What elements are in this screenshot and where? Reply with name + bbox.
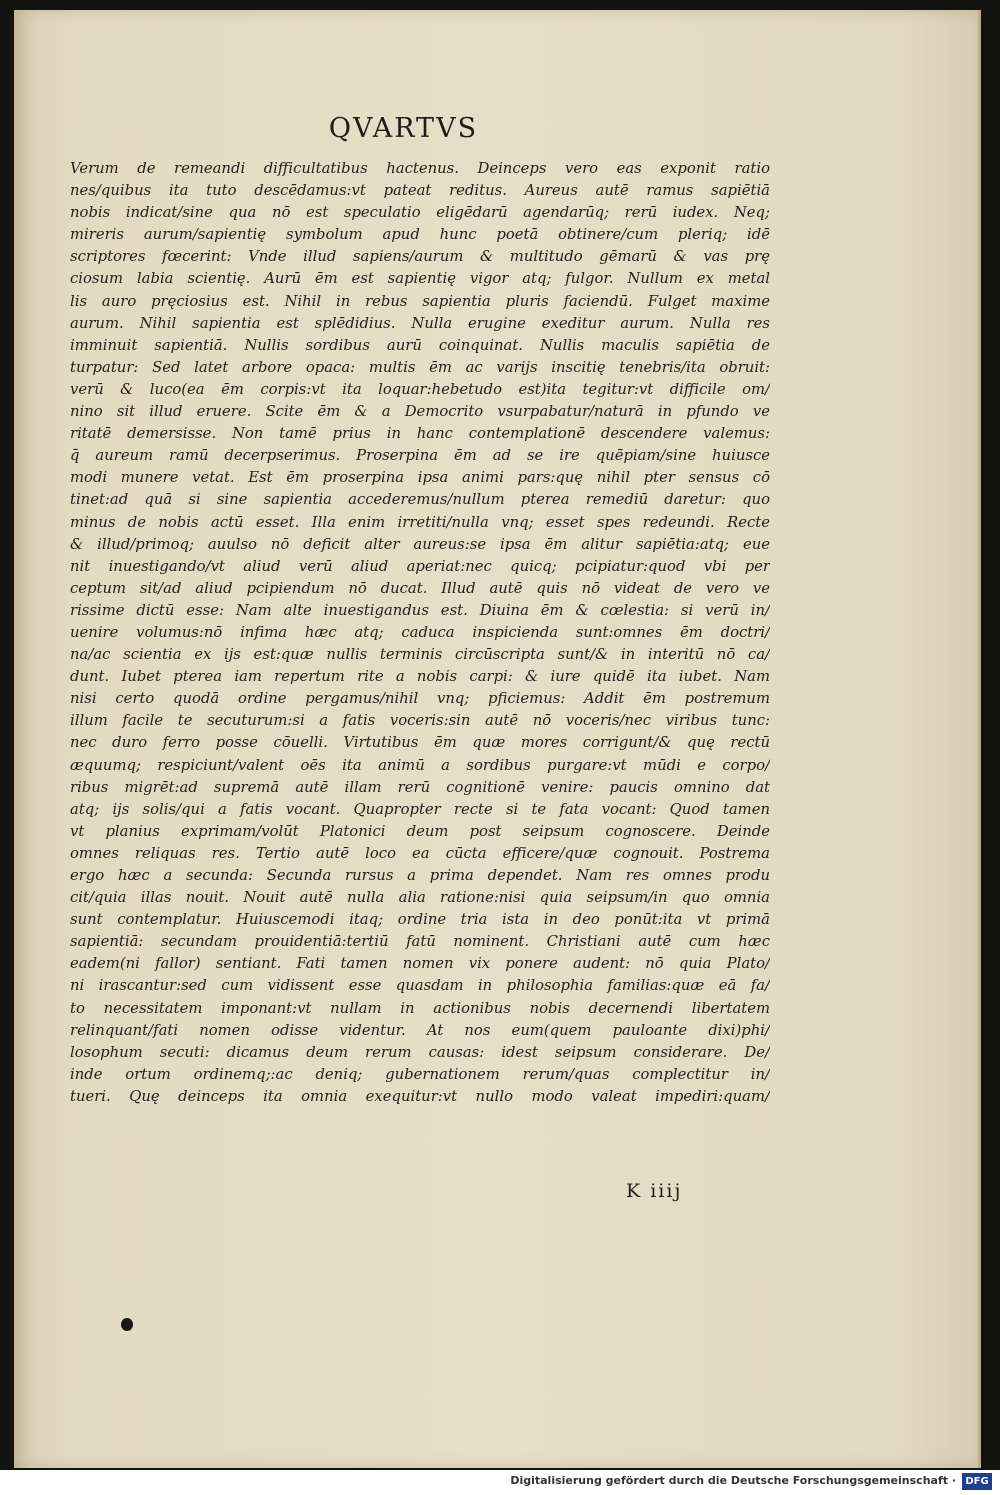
footer-bar: [0, 1470, 1000, 1495]
text-line: cit/quia illas nouit. Nouit autē nulla alia ratione:nisi quia seipsum/in quo omnia: [70, 889, 770, 907]
text-line: dunt. Iubet pterea iam repertum rite a nobis carpi: & iure quidē ita iubet. Nam: [70, 668, 770, 686]
running-head: QVARTVS: [328, 113, 479, 144]
text-line: ritatē demersisse. Non tamē prius in hanc contemplationē descendere valemus:: [70, 425, 770, 443]
ink-spot: [121, 1318, 133, 1331]
text-line: sapientiā: secundam prouidentiā:tertiū fatū nominent. Christiani autē cum hæc: [70, 933, 770, 951]
text-line: & illud/primoq; auulso nō deficit alter aureus:se ipsa ēm alitur sapiētia:atq; eue: [70, 535, 770, 553]
text-line: rissime dictū esse: Nam alte inuestigandus est. Diuina ēm & cœlestia: si verū in/: [70, 601, 770, 619]
text-line: nino sit illud eruere. Scite ēm & a Democrito vsurpabatur/naturā in pfundo ve: [70, 403, 770, 421]
text-line: tueri. Quę deinceps ita omnia exequitur:vt nullo modo valeat impediri:quam/: [70, 1087, 770, 1105]
text-line: eadem(ni fallor) sentiant. Fati tamen nomen vix ponere audent: nō quia Plato/: [70, 955, 770, 973]
text-line: turpatur: Sed latet arbore opaca: multis ēm ac varijs inscitię tenebris/ita obruit:: [70, 358, 770, 376]
text-line: minus de nobis actū esset. Illa enim irretiti/nulla vnq; esset spes redeundi. Recte: [70, 513, 770, 531]
text-line: uenire volumus:nō infima hæc atq; caduca inspicienda sunt:omnes ēm doctri/: [70, 623, 770, 641]
text-line: nisi certo quodā ordine pergamus/nihil vnq; pficiemus: Addit ēm postremum: [70, 690, 770, 708]
text-line: na/ac scientia ex ijs est:quæ nullis terminis circūscripta sunt/& in interitū nō ca/: [70, 646, 770, 664]
text-line: ciosum labia scientię. Aurū ēm est sapientię vigor atq; fulgor. Nullum ex metal: [70, 270, 770, 288]
text-line: atq; ijs solis/qui a fatis vocant. Quapropter recte si te fata vocant: Quod tamen: [70, 800, 770, 818]
text-line: nes/quibus ita tuto descēdamus:vt pateat reditus. Aureus autē ramus sapiētiā: [70, 182, 770, 200]
text-line: vt planius exprimam/volūt Platonici deum post seipsum cognoscere. Deinde: [70, 822, 770, 840]
text-line: sunt contemplatur. Huiuscemodi itaq; ordine tria ista in deo ponūt:ita vt primā: [70, 911, 770, 929]
text-line: illum facile te secuturum:si a fatis voceris:sin autē nō voceris/nec viribus tunc:: [70, 712, 770, 730]
text-line: tinet:ad quā si sine sapientia accederemus/nullum pterea remediū daretur: quo: [70, 491, 770, 509]
text-line: to necessitatem imponant:vt nullam in actionibus nobis decernendi libertatem: [70, 999, 770, 1017]
text-line: ribus migrēt:ad supremā autē illam rerū cognitionē venire: paucis omnino dat: [70, 778, 770, 796]
text-line: ergo hæc a secunda: Secunda rursus a prima dependet. Nam res omnes produ: [70, 867, 770, 884]
text-line: modi munere vetat. Est ēm proserpina ipsa animi pars:quę nihil pter sensus cō: [70, 469, 770, 487]
text-line: æquumq; respiciunt/valent oēs ita animū a sordibus purgare:vt mūdi e corpo/: [70, 756, 770, 774]
book-page: [14, 10, 981, 1468]
text-line: ni irascantur:sed cum vidissent esse quasdam in philosophia familias:quæ eā fa/: [70, 977, 770, 995]
text-line: imminuit sapientiā. Nullis sordibus aurū coinquinat. Nullis maculis sapiētia de: [70, 336, 770, 354]
text-line: nec duro ferro posse cōuelli. Virtutibus ēm quæ mores corrigunt/& quę rectū: [70, 734, 770, 752]
text-line: scriptores fœcerint: Vnde illud sapiens/aurum & multitudo gēmarū & vas prę: [70, 248, 770, 266]
funding-credit: Digitalisierung gefördert durch die Deutsche Forschungsgemeinschaft ·: [510, 1474, 956, 1487]
text-line: mireris aurum/sapientię symbolum apud hunc poetā obtinere/cum pleriq; idē: [70, 226, 770, 244]
text-line: losophum secuti: dicamus deum rerum causas: idest seipsum considerare. De/: [70, 1043, 770, 1061]
body-text: [70, 158, 770, 1108]
signature-mark: K iiij: [626, 1180, 683, 1202]
text-line: q̄ aureum ramū decerpserimus. Proserpina ēm ad se ire quēpiam/sine huiusce: [70, 447, 770, 465]
text-line: relinquant/fati nomen odisse videntur. At nos eum(quem pauloante dixi)phi/: [70, 1021, 770, 1039]
text-line: ceptum sit/ad aliud pcipiendum nō ducat. Illud autē quis nō videat de vero ve: [70, 579, 770, 597]
text-line: nit inuestigando/vt aliud verū aliud aperiat:nec quicq; pcipiatur:quod vbi per: [70, 557, 770, 575]
text-line: Verum de remeandi difficultatibus hactenus. Deinceps vero eas exponit ratio: [70, 160, 770, 177]
text-line: omnes reliquas res. Tertio autē loco ea cūcta efficere/quæ cognouit. Postrema: [70, 844, 770, 862]
text-line: inde ortum ordinemq;:ac deniq; gubernationem rerum/quas complectitur in/: [70, 1065, 770, 1083]
text-line: aurum. Nihil sapientia est splēdidius. Nulla erugine exeditur aurum. Nulla res: [70, 314, 770, 332]
text-line: lis auro pręciosius est. Nihil in rebus sapientia pluris faciendū. Fulget maxime: [70, 292, 770, 310]
dfg-logo: DFG: [962, 1473, 992, 1490]
text-line: nobis indicat/sine qua nō est speculatio eligēdarū agendarūq; rerū iudex. Neq;: [70, 204, 770, 222]
text-line: verū & luco(ea ēm corpis:vt ita loquar:hebetudo est)ita tegitur:vt difficile om/: [70, 380, 770, 398]
